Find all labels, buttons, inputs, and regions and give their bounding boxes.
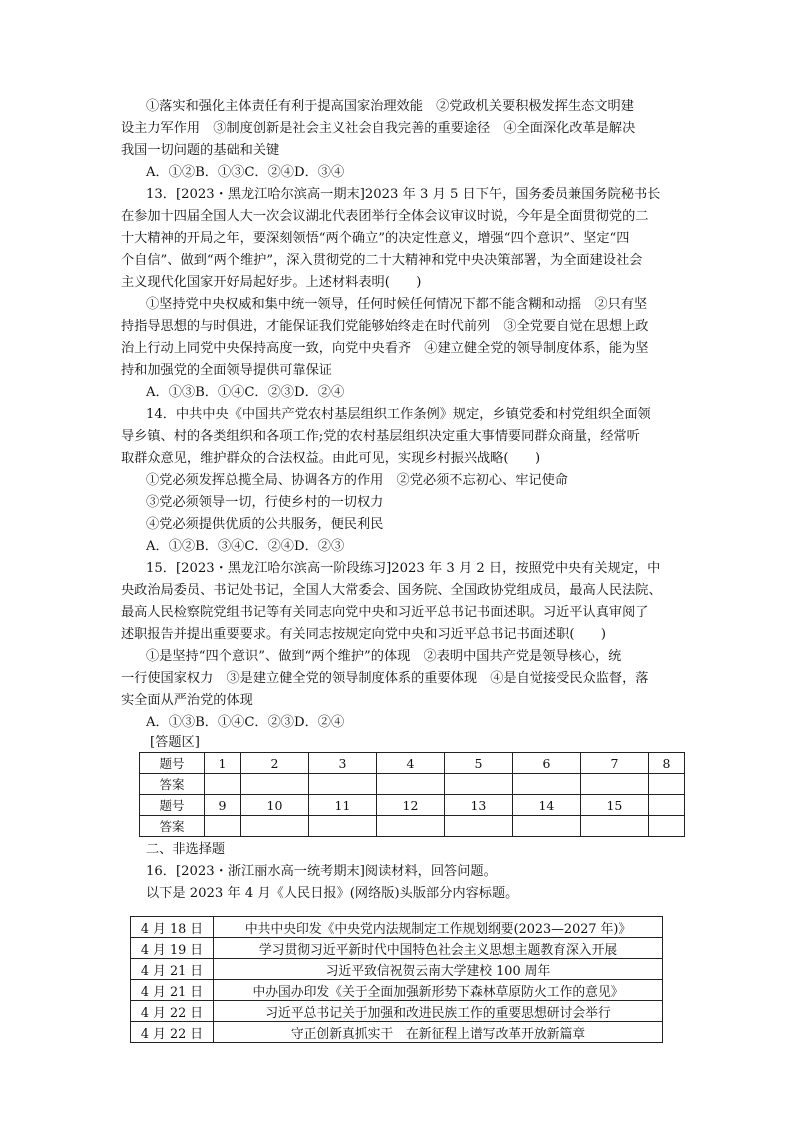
q13-stem-line: 13．[2023・黑龙江哈尔滨高一期末]2023 年 3 月 5 日下午，国务委员兼国务院秘书长 bbox=[146, 187, 661, 202]
headline-title: 守正创新真抓实干 在新征程上谱写改革开放新篇章 bbox=[214, 1022, 663, 1043]
headline-date: 4 月 18 日 bbox=[131, 917, 214, 938]
q14-option-line: ③党必须领导一切，行使乡村的一切权力 bbox=[146, 495, 384, 510]
q14-stem-line: 导乡镇、村的各类组织和各项工作;党的农村基层组织决定重大事情要同群众商量，经常听 bbox=[121, 429, 640, 444]
headline-date: 4 月 22 日 bbox=[131, 1001, 214, 1022]
q12-option-line: ①落实和强化主体责任有利于提高国家治理效能 ②党政机关要积极发挥生态文明建 bbox=[146, 99, 634, 114]
q13-stem-line: 个自信”、做到“两个维护”，深入贯彻党的二十大精神和党中央决策部署，为全面建设社会 bbox=[121, 253, 643, 268]
q14-stem-line: 14．中共中央《中国共产党农村基层组织工作条例》规定，乡镇党委和村党组织全面领 bbox=[146, 407, 651, 422]
q16-stem: 16．[2023・浙江丽水高一统考期末]阅读材料，回答问题。 bbox=[146, 864, 497, 879]
q15-stem-line: 15．[2023・黑龙江哈尔滨高一阶段练习]2023 年 3 月 2 日，按照党中央有关规定，中 bbox=[146, 561, 661, 576]
q14-option-line: ①党必须发挥总揽全局、协调各方的作用 ②党必须不忘初心、牢记使命 bbox=[146, 473, 568, 488]
row-label: 题号 bbox=[140, 753, 205, 774]
table-row bbox=[131, 1022, 663, 1043]
q15-stem-line: 央政治局委员、书记处书记，全国人大常委会、国务院、全国政协党组成员，最高人民法院、 bbox=[121, 583, 662, 598]
answer-area-label: [答题区] bbox=[150, 735, 200, 750]
q15-option-line: 一行使国家权力 ③是建立健全党的领导制度体系的重要体现 ④是自觉接受民众监督，落 bbox=[121, 671, 649, 686]
q15-choices: A．①③B．①④C．②③D．②④ bbox=[146, 715, 345, 730]
q12-option-line: 设主力军作用 ③制度创新是社会主义社会自我完善的重要途径 ④全面深化改革是解决 bbox=[121, 121, 636, 136]
answer-cell[interactable] bbox=[580, 774, 648, 795]
headline-date: 4 月 21 日 bbox=[131, 980, 214, 1001]
question-number: 3 bbox=[308, 753, 376, 774]
section-heading: 二、非选择题 bbox=[146, 842, 226, 857]
answer-cell[interactable] bbox=[241, 774, 309, 795]
headline-date: 4 月 19 日 bbox=[131, 938, 214, 959]
q15-stem-line: 最高人民检察院党组书记等有关同志向党中央和习近平总书记书面述职。习近平认真审阅了 bbox=[121, 605, 649, 620]
question-number: 12 bbox=[376, 795, 444, 816]
question-number: 1 bbox=[205, 753, 241, 774]
answer-cell[interactable] bbox=[205, 816, 241, 837]
answer-cell[interactable] bbox=[376, 816, 444, 837]
question-number: 6 bbox=[512, 753, 580, 774]
answer-cell[interactable] bbox=[580, 816, 648, 837]
q12-option-line: 我国一切问题的基础和关键 bbox=[121, 143, 280, 158]
answer-cell[interactable] bbox=[308, 816, 376, 837]
question-number: 9 bbox=[205, 795, 241, 816]
q13-stem-line: 在参加十四届全国人大一次会议湖北代表团举行全体会议审议时说，今年是全面贯彻党的二 bbox=[121, 209, 649, 224]
table-row bbox=[131, 917, 663, 938]
q13-stem-line: 十大精神的开局之年，要深刻领悟“两个确立”的决定性意义，增强“四个意识”、坚定“四 bbox=[121, 231, 630, 246]
question-number: 14 bbox=[512, 795, 580, 816]
table-row bbox=[140, 795, 685, 816]
headline-title: 中办国办印发《关于全面加强新形势下森林草原防火工作的意见》 bbox=[214, 980, 663, 1001]
answer-cell[interactable] bbox=[205, 774, 241, 795]
answer-table bbox=[139, 752, 685, 837]
q13-option-line: 持和加强党的全面领导提供可靠保证 bbox=[121, 363, 332, 378]
headline-table bbox=[130, 916, 663, 1043]
headline-title: 习近平致信祝贺云南大学建校 100 周年 bbox=[214, 959, 663, 980]
question-number: 8 bbox=[648, 753, 684, 774]
q14-stem-line: 取群众意见，维护群众的合法权益。由此可见，实现乡村振兴战略( ) bbox=[121, 451, 541, 466]
question-number: 11 bbox=[308, 795, 376, 816]
table-row bbox=[131, 959, 663, 980]
answer-cell[interactable] bbox=[444, 774, 512, 795]
q13-option-line: 持指导思想的与时俱进，才能保证我们党能够始终走在时代前列 ③全党要自觉在思想上政 bbox=[121, 319, 649, 334]
question-number: 4 bbox=[376, 753, 444, 774]
question-number: 15 bbox=[580, 795, 648, 816]
answer-cell[interactable] bbox=[512, 816, 580, 837]
row-label: 答案 bbox=[140, 816, 205, 837]
answer-cell[interactable] bbox=[512, 774, 580, 795]
question-number bbox=[648, 795, 684, 816]
q14-option-line: ④党必须提供优质的公共服务，便民利民 bbox=[146, 517, 384, 532]
q13-choices: A．①③B．①④C．②③D．②④ bbox=[146, 385, 345, 400]
row-label: 答案 bbox=[140, 774, 205, 795]
q15-option-line: ①是坚持“四个意识”、做到“两个维护”的体现 ②表明中国共产党是领导核心，统 bbox=[146, 649, 622, 664]
q12-choices: A．①②B．①③C．②④D．③④ bbox=[146, 165, 345, 180]
table-row bbox=[131, 980, 663, 1001]
answer-cell[interactable] bbox=[376, 774, 444, 795]
table-row bbox=[140, 753, 685, 774]
question-number: 5 bbox=[444, 753, 512, 774]
q15-stem-line: 述职报告并提出重要要求。有关同志按规定向党中央和习近平总书记书面述职( ) bbox=[121, 627, 607, 642]
answer-cell[interactable] bbox=[648, 774, 684, 795]
answer-cell[interactable] bbox=[648, 816, 684, 837]
headline-date: 4 月 22 日 bbox=[131, 1022, 214, 1043]
answer-cell[interactable] bbox=[241, 816, 309, 837]
q13-option-line: 治上行动上同党中央保持高度一致，向党中央看齐 ④建立健全党的领导制度体系，能为坚 bbox=[121, 341, 649, 356]
q13-option-line: ①坚持党中央权威和集中统一领导，任何时候任何情况下都不能含糊和动摇 ②只有坚 bbox=[146, 297, 648, 312]
table-row bbox=[140, 816, 685, 837]
headline-date: 4 月 21 日 bbox=[131, 959, 214, 980]
q15-option-line: 实全面从严治党的体现 bbox=[121, 693, 253, 708]
table-row bbox=[140, 774, 685, 795]
row-label: 题号 bbox=[140, 795, 205, 816]
table-row bbox=[131, 1001, 663, 1022]
question-number: 10 bbox=[241, 795, 309, 816]
question-number: 13 bbox=[444, 795, 512, 816]
q14-choices: A．①②B．③④C．②④D．②③ bbox=[146, 539, 345, 554]
question-number: 2 bbox=[241, 753, 309, 774]
q16-intro: 以下是 2023 年 4 月《人民日报》(网络版)头版部分内容标题。 bbox=[146, 886, 519, 901]
table-row bbox=[131, 938, 663, 959]
answer-cell[interactable] bbox=[308, 774, 376, 795]
answer-cell[interactable] bbox=[444, 816, 512, 837]
q13-stem-line: 主义现代化国家开好局起好步。上述材料表明( ) bbox=[121, 275, 422, 290]
headline-title: 学习贯彻习近平新时代中国特色社会主义思想主题教育深入开展 bbox=[214, 938, 663, 959]
question-number: 7 bbox=[580, 753, 648, 774]
headline-title: 中共中央印发《中央党内法规制定工作规划纲要(2023—2027 年)》 bbox=[214, 917, 663, 938]
headline-title: 习近平总书记关于加强和改进民族工作的重要思想研讨会举行 bbox=[214, 1001, 663, 1022]
